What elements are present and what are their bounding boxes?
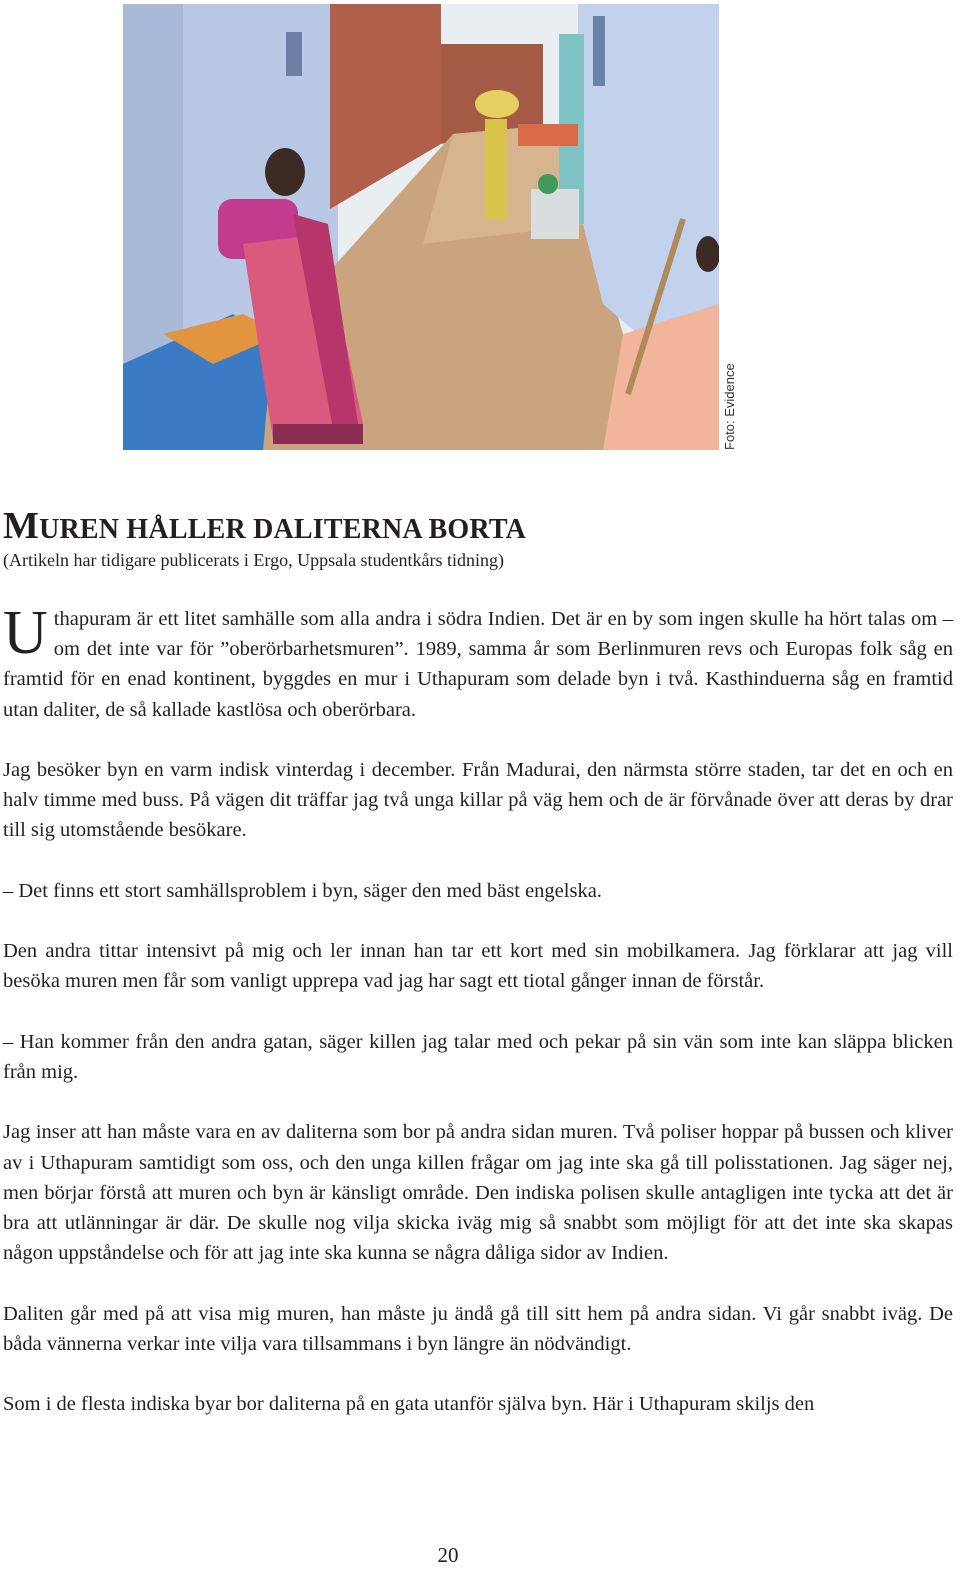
article-subtitle: (Artikeln har tidigare publicerats i Ergo, Uppsala studentkårs tidning) bbox=[3, 550, 505, 570]
paragraph-8: Som i de flesta indiska byar bor daliterna på en gata utanför själva byn. Här i Uthapuram skiljs den bbox=[3, 1393, 815, 1416]
article-photo bbox=[123, 4, 719, 450]
title-initial: M bbox=[3, 505, 40, 547]
paragraph-1: Uthapuram är ett litet samhälle som alla andra i södra Indien. Det är en by som ingen skulle ha hört talas om – om det inte var för ”oberörbarhetsmuren”. 1989, samma år som Berlinmuren revs och Europas folk såg en framtid för en enad kontinent, byggdes en mur i Uthapuram som delade byn i två. Kasthinduerna såg en framtid utan daliter, de så kallade kastlösa och oberörbara. bbox=[3, 599, 953, 721]
paragraph-4: Den andra tittar intensivt på mig och ler innan han tar ett kort med sin mobilkamera. Jag förklarar att jag vill besöka muren men får som vanligt upprepa vad jag har sagt ett tiotal gånger innan de förstår. bbox=[3, 940, 953, 993]
title-rest: UREN HÅLLER DALITERNA BORTA bbox=[39, 514, 527, 545]
drop-cap: U bbox=[3, 599, 48, 667]
alley-photo-illustration bbox=[123, 4, 719, 450]
paragraph-7: Daliten går med på att visa mig muren, han måste ju ändå gå till sitt hem på andra sidan. Vi går snabbt iväg. De båda vännerna verkar inte vilja vara tillsammans i byn längre än nödvändigt. bbox=[3, 1302, 953, 1355]
paragraph-2: Jag besöker byn en varm indisk vinterdag i december. Från Madurai, den närmsta större staden, tar det en och en halv timme med buss. På vägen dit träffar jag två unga killar på väg hem och de är förvånade över att deras by drar till sig utomstående besökare. bbox=[3, 759, 953, 842]
paragraph-3: – Det finns ett stort samhällsproblem i byn, säger den med bäst engelska. bbox=[3, 879, 602, 902]
paragraph-5: – Han kommer från den andra gatan, säger killen jag talar med och pekar på sin vän som inte kan släppa blicken från mig. bbox=[3, 1030, 953, 1083]
photo-credit: Foto: Evidence bbox=[722, 363, 737, 450]
paragraph-6: Jag inser att han måste vara en av daliterna som bor på andra sidan muren. Två poliser hoppar på bussen och kliver av i Uthapuram samtidigt som oss, och den unga killen frågar om jag inte ska gå till polisstationen. Jag säger nej, men börjar förstå att muren och byn är känsligt område. Den indiska polisen skulle antagligen inte tycka att det är bra att utlänningar är där. De skulle nog vilja skicka iväg mig så snabbt som möjligt för att det inte ska skapas någon uppståndelse och för att jag inte ska kunna se några dåliga sidor av Indien. bbox=[3, 1121, 953, 1265]
article-body bbox=[3, 599, 953, 1450]
page-number: 20 bbox=[437, 1543, 459, 1567]
article-title bbox=[3, 506, 526, 550]
